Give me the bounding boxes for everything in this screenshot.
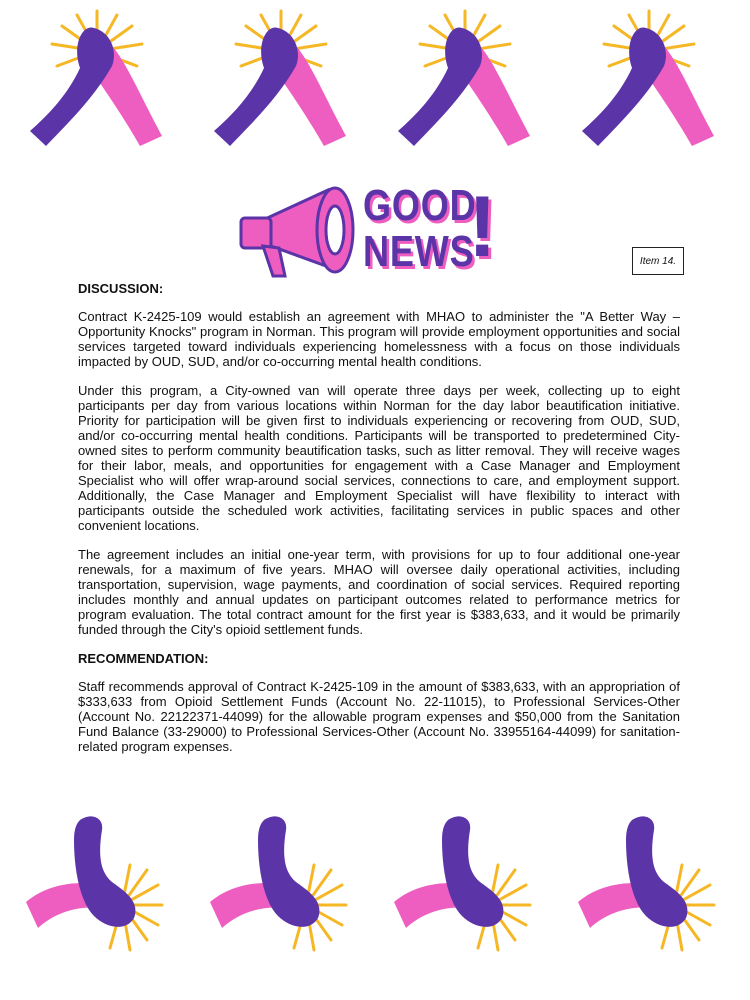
good-news-banner: [233, 176, 495, 284]
bottom-decoration-row: [0, 810, 750, 960]
holding-hands-icon: [22, 810, 172, 960]
banner-word-good: GOOD: [363, 181, 477, 230]
top-decoration-row: [0, 6, 750, 156]
discussion-paragraph: The agreement includes an initial one-year term, with provisions for up to four additional one-year renewals, for a maximum of five years. MHAO will oversee daily operational activities, including transportation, supervision, wage payments, and coordination of social services. Required reporting includes monthly and annual updates on participant outcomes related to performance metrics for program evaluation. The total contract amount for the first year is $383,633, and it would be primarily funded through the City's opioid settlement funds.: [78, 547, 680, 637]
holding-hands-icon: [206, 810, 356, 960]
high-five-hands-icon: [574, 6, 724, 151]
high-five-hands-icon: [390, 6, 540, 151]
high-five-hands-icon: [206, 6, 356, 151]
high-five-hands-icon: [22, 6, 172, 151]
banner-exclamation: !: [468, 179, 497, 275]
recommendation-paragraph: Staff recommends approval of Contract K-2425-109 in the amount of $383,633, with an appropriation of $333,633 from Opioid Settlement Funds (Account No. 22-11015), to Professional Services-Other (Account No. 22122371-44099) for the allowable program expenses and $50,000 from the Sanitation Fund Balance (33-29000) to Professional Services-Other (Account No. 33955164-44099) for sanitation-related program expenses.: [78, 679, 680, 754]
discussion-paragraph: Under this program, a City-owned van will operate three days per week, collecting up to eight participants per day from various locations within Norman for the day labor beautification initiative. Priority for participation will be given first to individuals experiencing or recovering from OUD, SUD, and/or co-occurring mental health conditions. Participants will be transported to predetermined City-owned sites to perform community beautification tasks, such as litter removal. They will receive wages for their labor, meals, and opportunities for engagement with a Case Manager and Employment Specialist who will offer wrap-around social services, connections to care, and employment support. Additionally, the Case Manager and Employment Specialist will have flexibility to interact with participants outside the scheduled work activities, facilitating services in public spaces and other convenient locations.: [78, 383, 680, 533]
recommendation-heading: RECOMMENDATION:: [78, 651, 209, 666]
holding-hands-icon: [390, 810, 540, 960]
megaphone-icon: [233, 176, 363, 284]
item-number-tag: Item 14.: [632, 247, 684, 275]
discussion-heading: DISCUSSION:: [78, 281, 164, 296]
banner-word-news: NEWS: [363, 227, 475, 276]
document-body: [78, 281, 680, 768]
holding-hands-icon: [574, 810, 724, 960]
discussion-paragraph: Contract K-2425-109 would establish an agreement with MHAO to administer the "A Better Way – Opportunity Knocks" program in Norman. This program will provide employment opportunities and social services targeted toward individuals experiencing homelessness with a focus on those individuals impacted by OUD, SUD, and/or co-occurring mental health conditions.: [78, 309, 680, 369]
